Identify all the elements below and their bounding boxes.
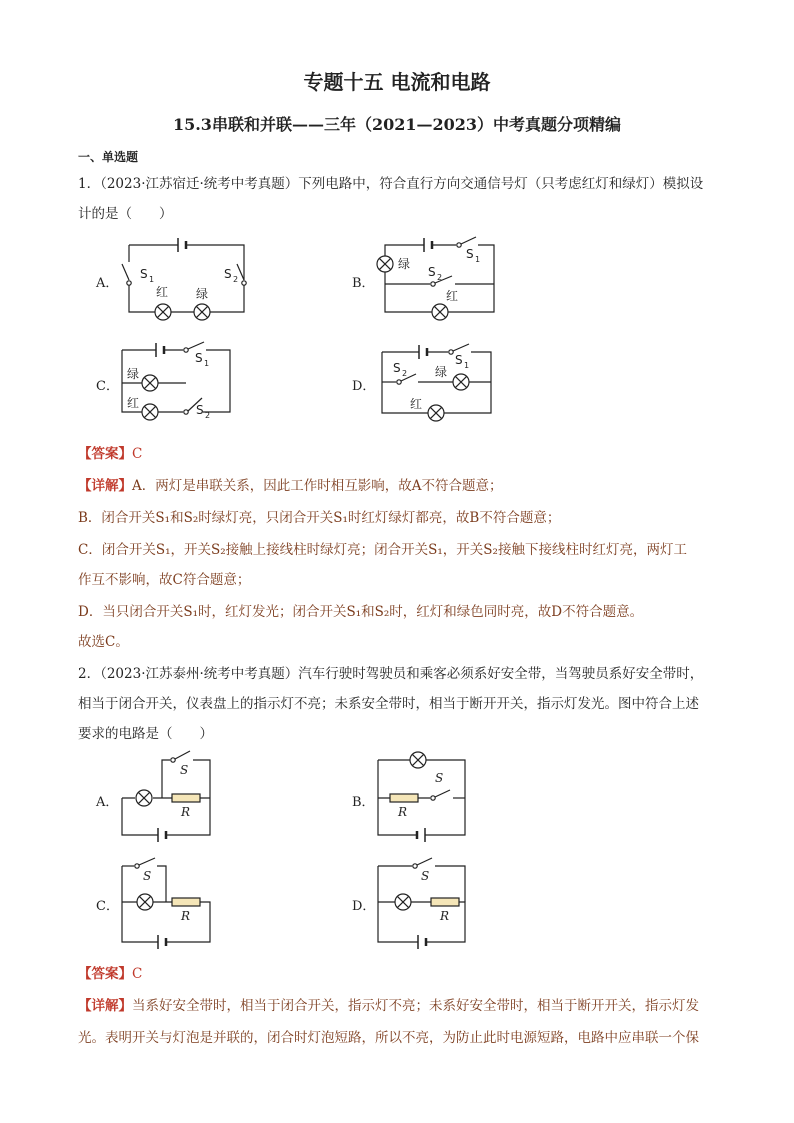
q2-circuit-b — [378, 760, 465, 842]
q1-d-green-lamp — [453, 374, 469, 390]
q1-b-s2-label: S — [428, 265, 436, 279]
q2-option-b-label[interactable]: B． — [352, 795, 375, 810]
q1-option-c-label[interactable]: C． — [96, 379, 119, 394]
q1-a-green-lamp — [194, 304, 210, 320]
q2-b-lamp — [410, 752, 426, 768]
q2-c-r-label: R — [181, 909, 191, 923]
q2-circuit-a — [122, 751, 210, 842]
q2-detail-tag: 【详解】 — [78, 998, 132, 1014]
svg-text:2: 2 — [233, 275, 239, 284]
svg-text:1: 1 — [464, 361, 470, 370]
svg-text:2: 2 — [402, 369, 408, 378]
svg-text:1: 1 — [149, 275, 155, 284]
q1-c-red-lamp — [142, 404, 158, 420]
q2-a-lamp — [136, 790, 152, 806]
q1-d-green-label: 绿 — [435, 365, 448, 379]
q2-detail-line2: 光。表明开关与灯泡是并联的，闭合时灯泡短路，所以不亮，为防止此时电源短路，电路中应串联一个保 — [78, 1030, 699, 1046]
q1-d-s2-label: S — [393, 361, 401, 375]
q2-a-r-label: R — [181, 805, 191, 819]
q2-answer-tag: 【答案】 — [78, 966, 132, 982]
q1-c-s1-label: S — [195, 351, 203, 365]
q1-stem-line2: 计的是（ ） — [78, 206, 173, 222]
svg-text:1: 1 — [204, 359, 210, 368]
q2-detail-line1 — [78, 994, 699, 1014]
q1-b-s1-label: S — [466, 247, 474, 261]
q1-detail-line1 — [78, 474, 503, 494]
q2-b-s-label: S — [435, 771, 444, 785]
q1-conclusion: 故选C。 — [78, 634, 129, 650]
q2-option-d-label[interactable]: D． — [352, 899, 376, 914]
q1-a-s2-label: S — [224, 267, 232, 281]
q1-detail-tag: 【详解】 — [78, 478, 132, 494]
q2-d-lamp — [395, 894, 411, 910]
page-subtitle: 15.3串联和并联——三年（2021—2023）中考真题分项精编 — [172, 115, 622, 134]
q2-a-s-label: S — [180, 763, 189, 777]
q2-option-c-label[interactable]: C． — [96, 899, 119, 914]
q2-stem-line2: 相当于闭合开关，仪表盘上的指示灯不亮；未系安全带时，相当于断开开关，指示灯发光。图中符合上述 — [78, 696, 699, 712]
q2-d-r-label: R — [440, 909, 450, 923]
q2-b-r-label: R — [398, 805, 408, 819]
q1-detail-line2: B．闭合开关S₁和S₂时绿灯亮，只闭合开关S₁时红灯绿灯都亮，故B不符合题意； — [78, 510, 561, 526]
q1-detail-line5: D．当只闭合开关S₁时，红灯发光；闭合开关S₁和S₂时，红灯和绿色同时亮，故D不符合题意。 — [78, 604, 644, 620]
q2-circuit-c — [122, 858, 210, 949]
q2-detail-text1: 当系好安全带时，相当于闭合开关，指示灯不亮；未系好安全带时，相当于断开开关，指示灯发 — [132, 998, 699, 1014]
svg-text:1: 1 — [475, 255, 481, 264]
q1-b-green-label: 绿 — [398, 257, 411, 271]
q2-c-s-label: S — [143, 869, 152, 883]
q1-stem-line1: 1．（2023·江苏宿迁·统考中考真题）下列电路中，符合直行方向交通信号灯（只考虑红灯和绿灯）模拟设 — [78, 176, 704, 192]
q2-option-a-label[interactable]: A． — [96, 795, 119, 810]
svg-text:2: 2 — [437, 273, 443, 282]
page-title: 专题十五 电流和电路 — [303, 70, 491, 94]
q1-detail-line3: C．闭合开关S₁，开关S₂接触上接线柱时绿灯亮；闭合开关S₁，开关S₂接触下接线柱时红灯亮，两灯工 — [78, 542, 687, 558]
q1-b-red-label: 红 — [446, 289, 459, 303]
q1-a-s1-label: S — [140, 267, 148, 281]
q1-option-b-label[interactable]: B． — [352, 276, 375, 291]
q1-answer — [78, 442, 142, 462]
q2-answer-value: C — [132, 966, 143, 982]
q1-b-green-lamp — [377, 256, 393, 272]
q1-answer-value: C — [132, 446, 143, 462]
q1-option-a-label[interactable]: A． — [96, 276, 119, 291]
q1-c-green-lamp — [142, 375, 158, 391]
q2-d-s-label: S — [421, 869, 430, 883]
q1-c-green-label: 绿 — [127, 367, 140, 381]
q1-a-red-label: 红 — [156, 285, 169, 299]
q2-stem-line1: 2．（2023·江苏泰州·统考中考真题）汽车行驶时驾驶员和乘客必须系好安全带，当驾驶员系好安全带时， — [78, 666, 704, 682]
q1-b-red-lamp — [432, 304, 448, 320]
q1-c-s2-label: S — [196, 403, 204, 417]
q1-c-red-label: 红 — [127, 396, 140, 410]
q1-d-red-lamp — [428, 405, 444, 421]
q2-c-lamp — [137, 894, 153, 910]
q1-option-d-label[interactable]: D． — [352, 379, 376, 394]
q2-stem-line3: 要求的电路是（ ） — [78, 726, 213, 742]
q2-answer — [78, 962, 142, 982]
q1-detail-text1: A．两灯是串联关系，因此工作时相互影响，故A不符合题意； — [132, 478, 503, 494]
q1-d-s1-label: S — [455, 353, 463, 367]
q1-d-red-label: 红 — [410, 397, 423, 411]
q1-a-red-lamp — [155, 304, 171, 320]
q1-detail-line4: 作互不影响，故C符合题意； — [78, 572, 251, 588]
section-heading: 一、单选题 — [78, 150, 139, 164]
svg-text:2: 2 — [205, 411, 211, 420]
q1-answer-tag: 【答案】 — [78, 446, 132, 462]
q1-a-green-label: 绿 — [196, 287, 209, 301]
